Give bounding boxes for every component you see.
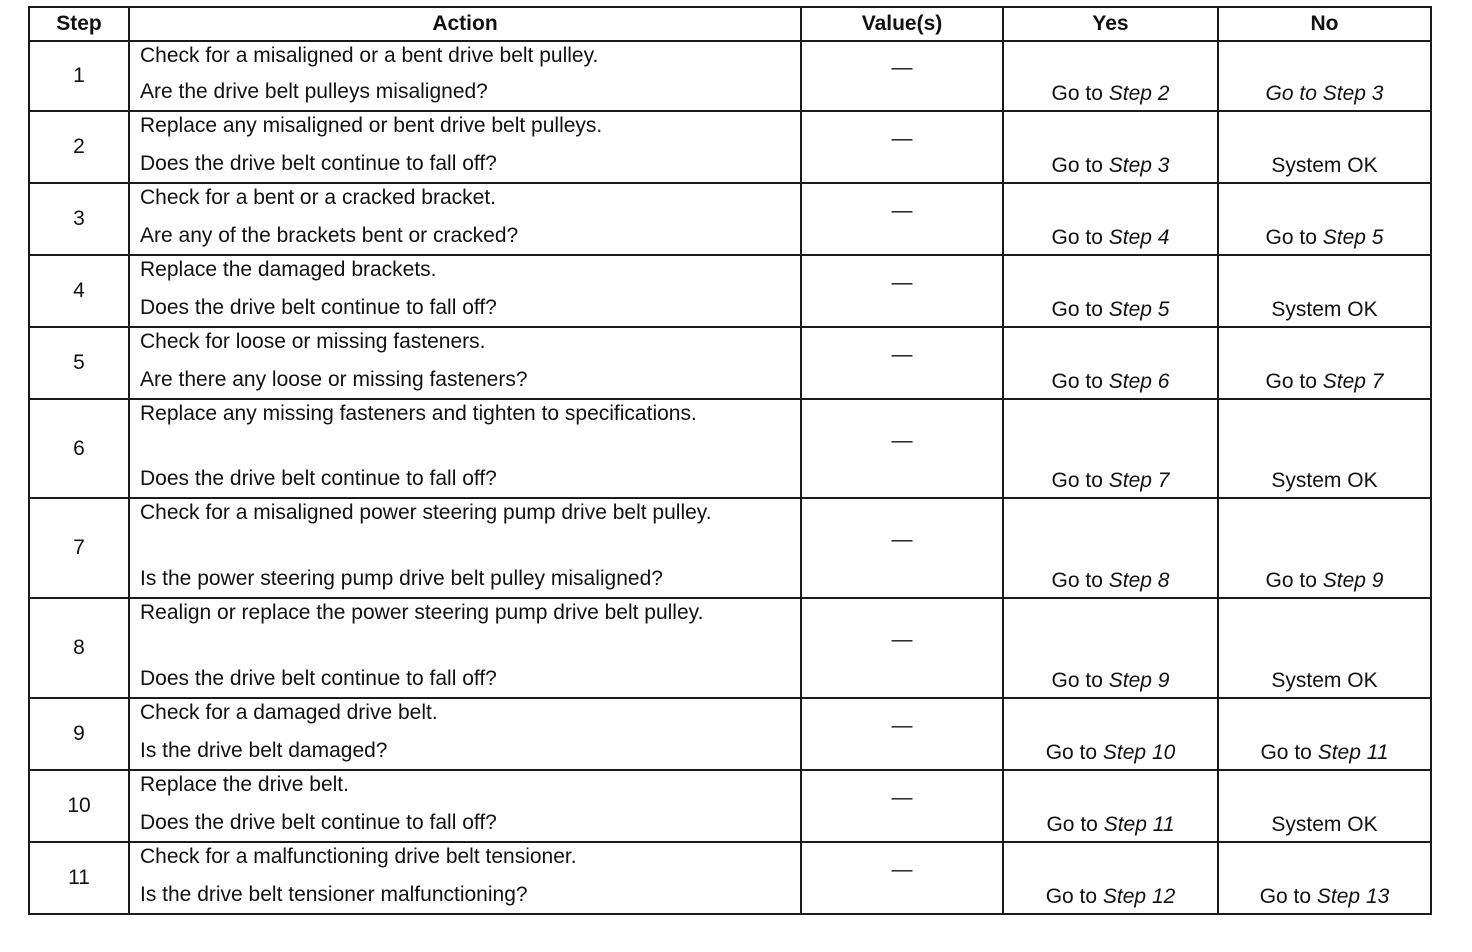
action-cell bbox=[129, 498, 801, 598]
header-yes: Yes bbox=[1003, 7, 1218, 41]
action-instruction: Check for a damaged drive belt. bbox=[140, 701, 438, 724]
no-goto-prefix: Go to bbox=[1265, 226, 1317, 249]
action-cell bbox=[129, 327, 801, 399]
action-instruction: Check for loose or missing fasteners. bbox=[140, 330, 486, 353]
yes-goto-prefix: Go to bbox=[1051, 298, 1103, 321]
no-cell bbox=[1218, 598, 1431, 698]
no-goto-prefix: Go to bbox=[1259, 885, 1312, 908]
yes-goto-prefix: Go to bbox=[1051, 469, 1103, 492]
no-cell bbox=[1218, 183, 1431, 255]
yes-cell bbox=[1003, 399, 1218, 498]
yes-cell bbox=[1003, 770, 1218, 842]
value-cell bbox=[801, 327, 1003, 399]
yes-goto-prefix: Go to bbox=[1045, 741, 1098, 764]
yes-goto-step: Step 5 bbox=[1108, 298, 1170, 321]
value-cell bbox=[801, 41, 1003, 111]
yes-goto-step: Step 10 bbox=[1102, 741, 1176, 764]
action-instruction: Replace any missing fasteners and tighten to specifications. bbox=[140, 402, 697, 425]
action-cell bbox=[129, 111, 801, 183]
header-action: Action bbox=[129, 7, 801, 41]
no-goto-prefix: Go to bbox=[1265, 569, 1317, 592]
table-row bbox=[29, 498, 1431, 598]
table-row bbox=[29, 698, 1431, 770]
yes-cell bbox=[1003, 183, 1218, 255]
no-goto-step: Step 7 bbox=[1322, 370, 1384, 393]
step-number: 8 bbox=[29, 598, 129, 698]
value-cell bbox=[801, 842, 1003, 914]
value-cell bbox=[801, 598, 1003, 698]
value-dash: — bbox=[891, 714, 913, 737]
yes-cell bbox=[1003, 327, 1218, 399]
header-values: Value(s) bbox=[801, 7, 1003, 41]
action-question: Is the drive belt tensioner malfunctioning? bbox=[140, 883, 528, 906]
action-question: Is the drive belt damaged? bbox=[140, 739, 388, 762]
table-row bbox=[29, 255, 1431, 327]
no-cell bbox=[1218, 698, 1431, 770]
value-dash: — bbox=[891, 528, 913, 551]
action-instruction: Replace the damaged brackets. bbox=[140, 258, 437, 281]
no-cell bbox=[1218, 255, 1431, 327]
yes-goto-step: Step 9 bbox=[1108, 669, 1170, 692]
no-goto-prefix: Go to bbox=[1260, 741, 1312, 764]
no-system-ok: System OK bbox=[1271, 469, 1378, 492]
value-cell bbox=[801, 698, 1003, 770]
action-question: Are there any loose or missing fasteners? bbox=[140, 368, 528, 391]
action-question: Does the drive belt continue to fall off? bbox=[140, 152, 497, 175]
no-cell bbox=[1218, 842, 1431, 914]
table-body bbox=[29, 41, 1431, 914]
table-row bbox=[29, 183, 1431, 255]
step-number: 6 bbox=[29, 399, 129, 498]
yes-cell bbox=[1003, 255, 1218, 327]
yes-goto-prefix: Go to bbox=[1051, 82, 1103, 105]
value-dash: — bbox=[891, 56, 913, 79]
no-cell bbox=[1218, 498, 1431, 598]
action-cell bbox=[129, 399, 801, 498]
yes-goto-step: Step 11 bbox=[1103, 813, 1175, 836]
value-dash: — bbox=[891, 127, 913, 150]
no-goto-step: Go to Step 3 bbox=[1265, 82, 1384, 105]
yes-goto-prefix: Go to bbox=[1051, 226, 1103, 249]
no-goto-step: Step 9 bbox=[1322, 569, 1384, 592]
value-dash: — bbox=[891, 271, 913, 294]
yes-goto-step: Step 2 bbox=[1108, 82, 1170, 105]
no-system-ok: System OK bbox=[1271, 154, 1378, 177]
yes-goto-step: Step 4 bbox=[1108, 226, 1170, 249]
table-row bbox=[29, 111, 1431, 183]
header-row bbox=[29, 7, 1431, 41]
step-number: 3 bbox=[29, 183, 129, 255]
yes-cell bbox=[1003, 111, 1218, 183]
table-row bbox=[29, 327, 1431, 399]
action-cell bbox=[129, 598, 801, 698]
step-number: 4 bbox=[29, 255, 129, 327]
no-cell bbox=[1218, 41, 1431, 111]
value-dash: — bbox=[891, 786, 913, 809]
no-system-ok: System OK bbox=[1271, 813, 1378, 836]
yes-cell bbox=[1003, 698, 1218, 770]
diagnostic-table bbox=[28, 6, 1432, 915]
no-cell bbox=[1218, 327, 1431, 399]
value-cell bbox=[801, 255, 1003, 327]
yes-goto-prefix: Go to bbox=[1046, 813, 1098, 836]
yes-goto-prefix: Go to bbox=[1051, 154, 1103, 177]
step-number: 9 bbox=[29, 698, 129, 770]
no-cell bbox=[1218, 770, 1431, 842]
action-cell bbox=[129, 183, 801, 255]
yes-cell bbox=[1003, 41, 1218, 111]
action-cell bbox=[129, 698, 801, 770]
value-cell bbox=[801, 498, 1003, 598]
value-dash: — bbox=[891, 343, 913, 366]
header-step: Step bbox=[29, 7, 129, 41]
action-instruction: Realign or replace the power steering pump drive belt pulley. bbox=[140, 601, 704, 624]
action-cell bbox=[129, 255, 801, 327]
value-dash: — bbox=[891, 199, 913, 222]
no-cell bbox=[1218, 399, 1431, 498]
value-dash: — bbox=[891, 628, 913, 651]
value-cell bbox=[801, 770, 1003, 842]
action-instruction: Replace the drive belt. bbox=[140, 773, 349, 796]
action-instruction: Replace any misaligned or bent drive belt pulleys. bbox=[140, 114, 603, 137]
no-system-ok: System OK bbox=[1271, 669, 1378, 692]
step-number: 11 bbox=[29, 842, 129, 914]
step-number: 7 bbox=[29, 498, 129, 598]
action-question: Are any of the brackets bent or cracked? bbox=[140, 224, 519, 247]
yes-goto-prefix: Go to bbox=[1051, 669, 1103, 692]
no-goto-step: Step 13 bbox=[1316, 885, 1390, 908]
yes-goto-step: Step 3 bbox=[1108, 154, 1170, 177]
yes-goto-prefix: Go to bbox=[1051, 370, 1103, 393]
step-number: 5 bbox=[29, 327, 129, 399]
action-question: Does the drive belt continue to fall off? bbox=[140, 296, 497, 319]
yes-cell bbox=[1003, 598, 1218, 698]
no-goto-step: Step 11 bbox=[1317, 741, 1389, 764]
table-row bbox=[29, 598, 1431, 698]
action-instruction: Check for a misaligned power steering pump drive belt pulley. bbox=[140, 501, 712, 524]
no-cell bbox=[1218, 111, 1431, 183]
step-number: 1 bbox=[29, 41, 129, 111]
action-question: Does the drive belt continue to fall off? bbox=[140, 467, 497, 490]
action-cell bbox=[129, 41, 801, 111]
action-question: Does the drive belt continue to fall off? bbox=[140, 811, 497, 834]
yes-goto-step: Step 7 bbox=[1108, 469, 1170, 492]
value-dash: — bbox=[891, 858, 913, 881]
table-row bbox=[29, 770, 1431, 842]
yes-goto-prefix: Go to bbox=[1045, 885, 1098, 908]
step-number: 2 bbox=[29, 111, 129, 183]
action-instruction: Check for a misaligned or a bent drive belt pulley. bbox=[140, 44, 599, 67]
yes-goto-step: Step 12 bbox=[1102, 885, 1176, 908]
action-question: Are the drive belt pulleys misaligned? bbox=[140, 80, 488, 103]
no-system-ok: System OK bbox=[1271, 298, 1378, 321]
yes-goto-step: Step 6 bbox=[1108, 370, 1170, 393]
action-question: Does the drive belt continue to fall off? bbox=[140, 667, 497, 690]
action-instruction: Check for a bent or a cracked bracket. bbox=[140, 186, 497, 209]
value-cell bbox=[801, 111, 1003, 183]
header-no: No bbox=[1218, 7, 1431, 41]
action-cell bbox=[129, 842, 801, 914]
value-dash: — bbox=[891, 428, 913, 452]
value-cell bbox=[801, 183, 1003, 255]
action-question: Is the power steering pump drive belt pulley misaligned? bbox=[140, 567, 663, 590]
step-number: 10 bbox=[29, 770, 129, 842]
yes-goto-step: Step 8 bbox=[1108, 569, 1170, 592]
table-row bbox=[29, 842, 1431, 914]
action-cell bbox=[129, 770, 801, 842]
yes-cell bbox=[1003, 498, 1218, 598]
no-goto-prefix: Go to bbox=[1265, 370, 1317, 393]
table-row bbox=[29, 399, 1431, 498]
yes-cell bbox=[1003, 842, 1218, 914]
value-cell bbox=[801, 399, 1003, 498]
no-goto-step: Step 5 bbox=[1322, 226, 1384, 249]
table-row bbox=[29, 41, 1431, 111]
yes-goto-prefix: Go to bbox=[1051, 569, 1103, 592]
action-instruction: Check for a malfunctioning drive belt tensioner. bbox=[140, 845, 577, 868]
